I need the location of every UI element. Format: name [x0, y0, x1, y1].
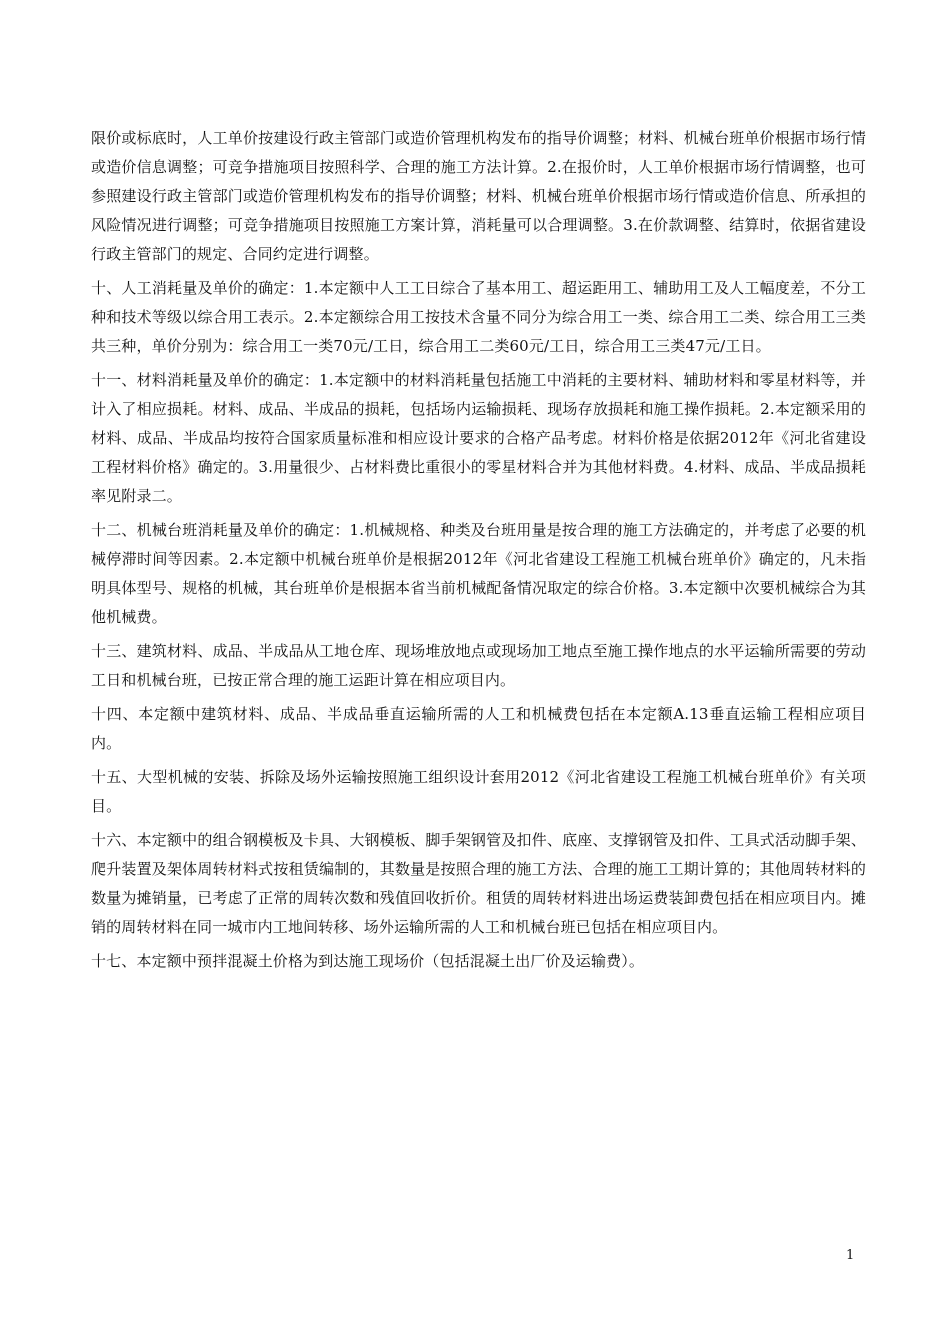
paragraph-15-large-machinery: 十五、大型机械的安装、拆除及场外运输按照施工组织设计套用2012《河北省建设工程施工机械台班单价》有关项目。	[91, 768, 866, 815]
paragraph-12-machinery: 十二、机械台班消耗量及单价的确定：1.机械规格、种类及台班用量是按合理的施工方法确定的，并考虑了必要的机械停滞时间等因素。2.本定额中机械台班单价是根据2012年《河北省建设工程施工机械台班单价》确定的，凡未指明具体型号、规格的机械，其台班单价是根据本省当前机械配备情况取定的综合价格。3.本定额中次要机械综合为其他机械费。	[91, 521, 866, 626]
paragraph-14-vertical-transport: 十四、本定额中建筑材料、成品、半成品垂直运输所需的人工和机械费包括在本定额A.13垂直运输工程相应项目内。	[91, 705, 866, 752]
paragraph-17-concrete: 十七、本定额中预拌混凝土价格为到达施工现场价（包括混凝土出厂价及运输费）。	[91, 952, 645, 970]
paragraph-11-materials: 十一、材料消耗量及单价的确定：1.本定额中的材料消耗量包括施工中消耗的主要材料、辅助材料和零星材料等，并计入了相应损耗。材料、成品、半成品的损耗，包括场内运输损耗、现场存放损耗和施工操作损耗。2.本定额采用的材料、成品、半成品均按符合国家质量标准和相应设计要求的合格产品考虑。材料价格是依据2012年《河北省建设工程材料价格》确定的。3.用量很少、占材料费比重很小的零星材料合并为其他材料费。4.材料、成品、半成品损耗率见附录二。	[91, 371, 866, 505]
paragraph-16-formwork: 十六、本定额中的组合钢模板及卡具、大钢模板、脚手架钢管及扣件、底座、支撑钢管及扣件、工具式活动脚手架、爬升装置及架体周转材料式按租赁编制的，其数量是按照合理的施工方法、合理的施工工期计算的；其他周转材料的数量为摊销量，已考虑了正常的周转次数和残值回收折价。租赁的周转材料进出场运费装卸费包括在相应项目内。摊销的周转材料在同一城市内工地间转移、场外运输所需的人工和机械台班已包括在相应项目内。	[91, 831, 866, 936]
paragraph-10-labor: 十、人工消耗量及单价的确定：1.本定额中人工工日综合了基本用工、超运距用工、辅助用工及人工幅度差，不分工种和技术等级以综合用工表示。2.本定额综合用工按技术含量不同分为综合用工一类、综合用工二类、综合用工三类共三种，单价分别为：综合用工一类70元/工日，综合用工二类60元/工日，综合用工三类47元/工日。	[91, 279, 866, 355]
document-body	[91, 124, 866, 981]
page-number: 1	[846, 1248, 855, 1263]
paragraph-price-adjustment: 限价或标底时，人工单价按建设行政主管部门或造价管理机构发布的指导价调整；材料、机械台班单价根据市场行情或造价信息调整；可竞争措施项目按照科学、合理的施工方法计算。2.在报价时，人工单价根据市场行情调整，也可参照建设行政主管部门或造价管理机构发布的指导价调整；材料、机械台班单价根据市场行情或造价信息、所承担的风险情况进行调整；可竞争措施项目按照施工方案计算，消耗量可以合理调整。3.在价款调整、结算时，依据省建设行政主管部门的规定、合同约定进行调整。	[91, 129, 866, 263]
paragraph-13-horizontal-transport: 十三、建筑材料、成品、半成品从工地仓库、现场堆放地点或现场加工地点至施工操作地点的水平运输所需要的劳动工日和机械台班，已按正常合理的施工运距计算在相应项目内。	[91, 642, 866, 689]
